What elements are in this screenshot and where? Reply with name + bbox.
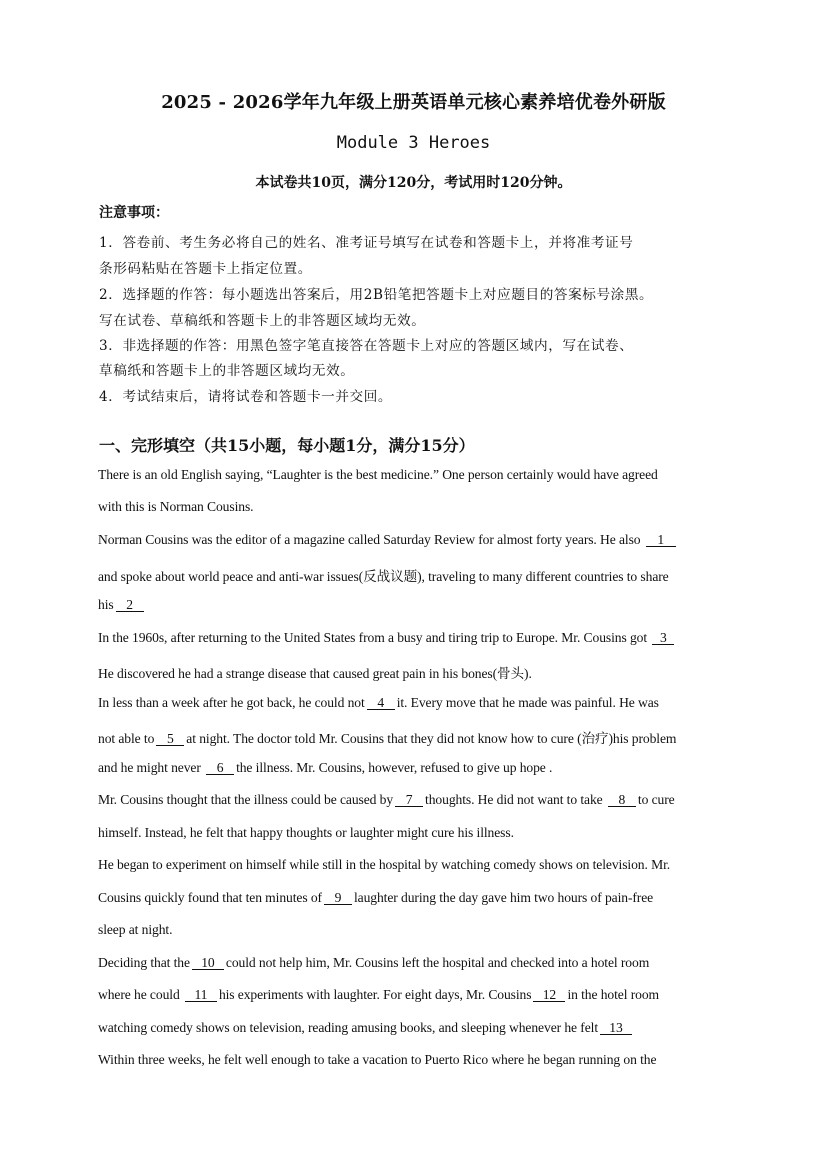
passage-line [98,597,146,613]
passage-line [98,825,514,841]
blank-13: 13 [600,1021,632,1035]
passage-text: laughter during the day gave him two hours of pain-free [353,890,654,905]
passage-text: Mr. Cousins thought that the illness could be caused by [98,792,394,807]
passage-line [98,792,675,808]
passage-line [98,565,669,585]
notice-title: 注意事项： [99,205,169,221]
blank-11: 11 [185,988,217,1002]
module-subtitle: Module 3 Heroes [336,133,491,153]
passage-text: with this is Norman Cousins. [98,499,254,514]
blank-6: 6 [206,761,234,775]
notice-line: 3．非选择题的作答：用黑色签字笔直接答在答题卡上对应的答题区域内，写在试卷、 [99,338,634,354]
notice-line: 草稿纸和答题卡上的非答题区域均无效。 [99,363,355,379]
passage-line [98,955,649,971]
passage-text: Cousins quickly found that ten minutes of [98,890,322,905]
passage-line [98,695,659,711]
passage-text: In less than a week after he got back, he could not [98,695,365,710]
passage-text: and spoke about world peace and anti-war issues(反战议题), traveling to many different countries to share [98,569,669,584]
passage-text: and he might never [98,760,205,775]
passage-line [98,467,658,483]
passage-text: in the hotel room [567,987,659,1002]
passage-text: Norman Cousins was the editor of a magazine called Saturday Review for almost forty years. He also [98,532,644,547]
passage-text: watching comedy shows on television, reading amusing books, and sleeping whenever he felt [98,1020,598,1035]
exam-info: 本试卷共10页，满分120分，考试用时120分钟。 [255,175,572,191]
passage-line [98,662,532,682]
passage-text: himself. Instead, he felt that happy thoughts or laughter might cure his illness. [98,825,514,840]
passage-text: to cure [637,792,675,807]
passage-text: not able to [98,731,155,746]
passage-line [98,727,676,747]
blank-4: 4 [367,696,395,710]
blank-3: 3 [652,631,674,645]
exam-title: 2025 - 2026学年九年级上册英语单元核心素养培优卷外研版 [161,92,666,113]
blank-12: 12 [533,988,565,1002]
passage-text: There is an old English saying, “Laughter is the best medicine.” One person certainly would have agreed [98,467,658,482]
passage-text: Within three weeks, he felt well enough to take a vacation to Puerto Rico where he began running on the [98,1052,657,1067]
notice-line: 2．选择题的作答：每小题选出答案后，用2B铅笔把答题卡上对应题目的答案标号涂黑。 [99,287,654,303]
passage-text: He discovered he had a strange disease that caused great pain in his bones(骨头). [98,666,532,681]
passage-text: his [98,597,114,612]
blank-7: 7 [395,793,423,807]
blank-10: 10 [192,956,224,970]
passage-text: the illness. Mr. Cousins, however, refused to give up hope . [236,760,553,775]
passage-line [98,532,678,548]
passage-text: Deciding that the [98,955,190,970]
passage-text: at night. The doctor told Mr. Cousins that they did not know how to cure (治疗)his problem [186,731,677,746]
passage-text: could not help him, Mr. Cousins left the hospital and checked into a hotel room [225,955,650,970]
notice-line: 条形码粘贴在答题卡上指定位置。 [99,261,312,277]
blank-2: 2 [116,598,144,612]
passage-line [98,1020,634,1036]
passage-text: his experiments with laughter. For eight days, Mr. Cousins [218,987,532,1002]
passage-line [98,499,253,515]
blank-5: 5 [156,732,184,746]
passage-line [98,890,653,906]
blank-9: 9 [324,891,352,905]
blank-8: 8 [608,793,636,807]
passage-text: where he could [98,987,183,1002]
section-heading-cloze: 一、完形填空（共15小题，每小题1分，满分15分） [99,436,475,455]
passage-line [98,922,172,938]
passage-text: it. Every move that he made was painful. He was [396,695,659,710]
passage-text: thoughts. He did not want to take [425,792,606,807]
passage-line [98,1052,656,1068]
passage-text: sleep at night. [98,922,173,937]
notice-line: 4．考试结束后，请将试卷和答题卡一并交回。 [99,389,393,405]
passage-text: In the 1960s, after returning to the United States from a busy and tiring trip to Europe. Mr. Cousins got [98,630,651,645]
passage-line [98,760,552,776]
blank-1: 1 [646,533,676,547]
notice-line: 写在试卷、草稿纸和答题卡上的非答题区域均无效。 [99,313,426,329]
notice-line: 1．答卷前、考生务必将自己的姓名、准考证号填写在试卷和答题卡上，并将准考证号 [99,235,634,251]
passage-line [98,987,659,1003]
passage-text: He began to experiment on himself while still in the hospital by watching comedy shows on television. Mr. [98,857,671,872]
passage-line [98,630,676,646]
passage-line [98,857,670,873]
